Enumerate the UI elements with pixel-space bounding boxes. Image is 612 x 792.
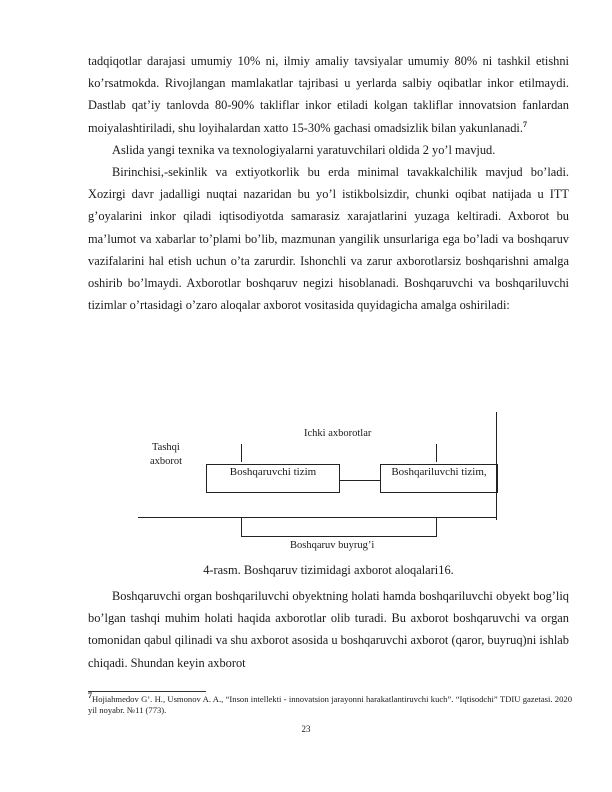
box-connector bbox=[340, 480, 380, 481]
diagram-bottom-line bbox=[138, 517, 497, 518]
command-tick-right bbox=[436, 518, 437, 536]
external-info-label-1: Tashqi bbox=[152, 442, 180, 453]
command-label: Boshqaruv buyrug’i bbox=[290, 540, 375, 551]
body-text-bottom bbox=[88, 585, 569, 674]
paragraph-1: tadqiqotlar darajasi umumiy 10% ni, ilmiy amaliy tavsiyalar umumiy 80% ni tashkil etishni ko’rsatmokda. Rivojlangan mamlakatlar tajribasi u yerlarda salbiy oqibatlar inkor etilmaydi. Dastlab qat’iy tanlovda 80-90% takliflar inkor etiladi kolgan takliflar innovatsion fanlardan moiyalashtiriladi, shu loyihalardan xatto 15-30% gachasi omadsizlik bilan yakunlanadi.$^7$ bbox=[88, 54, 569, 135]
footnote-ref[interactable]: 7 bbox=[522, 119, 527, 129]
paragraph-3: Birinchisi,-sekinlik va extiyotkorlik bu erda minimal tavakkalchilik mavjud bo’ladi. Xozirgi davr jadalligi nuqtai nazaridan bu yo’l istikbolsizdir, chunki oqibat natijada u ITT g’oyalarini inkor qiladi iqtisodiyotda samarasiz xarajatlarini yuzaga keltiradi. Axborot bu ma’lumot va xabarlar to’plami bo’lib, mazmunan yangilik unsurlariga ega bo’ladi va boshqaruv vazifalarini hal etish uchun o’ta zarurdir. Ishonchli va zarur axborotlarsiz boshqarishni amalga oshirib bo’lmaydi. Axborotlar boshqaruv negizi hisoblanadi. Boshqaruvchi va boshqariluvchi tizimlar o’rtasidagi o’zaro aloqalar axborot vositasida quyidagicha amalga oshiriladi: bbox=[88, 165, 569, 313]
paragraph-2: Aslida yangi texnika va texnologiyalarni yaratuvchilari oldida 2 yo’l mavjud. bbox=[112, 142, 496, 157]
command-tick-left bbox=[241, 518, 242, 536]
diagram-tick-left bbox=[241, 444, 242, 462]
footnote bbox=[88, 691, 572, 716]
command-line bbox=[241, 536, 437, 537]
external-info-label-2: axborot bbox=[150, 456, 183, 467]
footnote-text: Hojiahmedov G’. H., Usmonov A. A., “Inson intellekti - innovatsion jarayonni harakatlantiruvchi kuch”. “Iqtisodchi” TDIU gazetasi. 2020 yil noyabr. №11 (773). bbox=[88, 694, 572, 715]
page-number: 23 bbox=[301, 724, 311, 734]
managed-system-box: Boshqariluvchi tizim, bbox=[380, 464, 498, 493]
footnote-number: 7 bbox=[88, 691, 92, 701]
footnote-divider bbox=[88, 691, 206, 692]
internal-info-label: Ichki axborotlar bbox=[304, 428, 372, 439]
managing-system-box: Boshqaruvchi tizim bbox=[206, 464, 340, 493]
info-flow-diagram bbox=[138, 412, 502, 552]
body-text-top bbox=[88, 50, 569, 316]
diagram-tick-right bbox=[436, 444, 437, 462]
figure-caption: 4-rasm. Boshqaruv tizimidagi axborot aloqalari16. bbox=[203, 563, 454, 577]
paragraph-4: Boshqaruvchi organ boshqariluvchi obyektning holati hamda boshqariluvchi obyekt bog’liq bo’lgan tashqi muhim holati haqida axborotlar olib turadi. Bu axborot boshqaruvchi va organ tomonidan qabul qilinadi va shu axborot asosida u boshqaruvchi axborot (qaror, buyruq)ni ishlab chiqadi. Shundan keyin axborot bbox=[88, 589, 569, 670]
